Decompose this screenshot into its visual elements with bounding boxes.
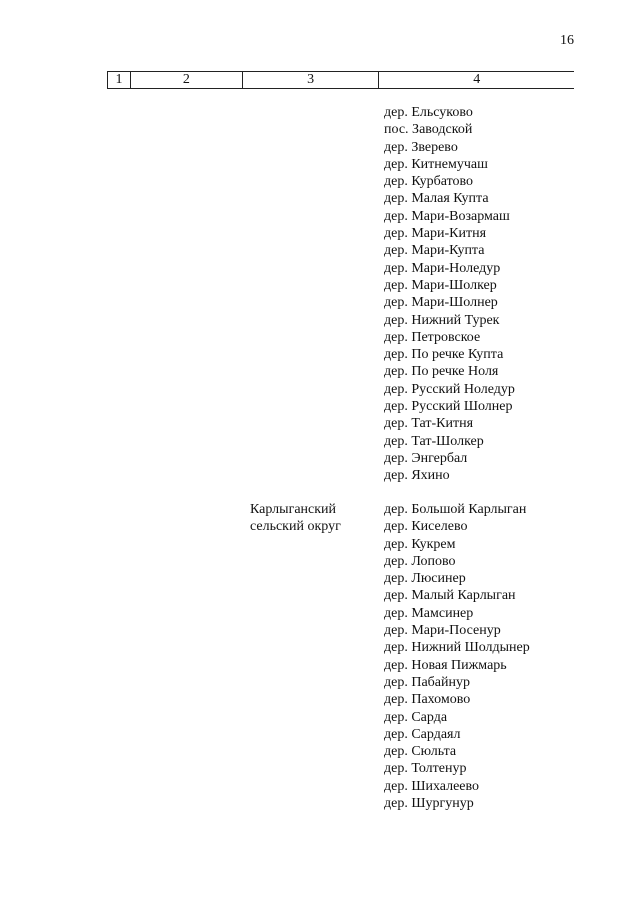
settlement-item: дер. Сарда (384, 709, 448, 725)
settlement-item: дер. Кукрем (384, 536, 456, 552)
settlement-item: дер. Люсинер (384, 571, 466, 587)
district-name-line-1: Карлыганский (250, 502, 337, 517)
settlement-item: дер. Пабайнур (384, 674, 470, 690)
settlement-item: дер. Ельсуково (384, 105, 473, 120)
settlement-item: дер. Мари-Возармаш (384, 208, 510, 224)
settlement-item: дер. Шихалеево (384, 778, 480, 794)
settlement-item: дер. Мамсинер (384, 605, 474, 621)
settlement-item: дер. Сардаял (384, 726, 461, 742)
settlement-item: дер. Энгербал (384, 450, 468, 466)
settlement-item: дер. Шургунур (384, 796, 474, 812)
settlement-item: дер. Большой Карлыган (384, 502, 527, 517)
settlement-item: дер. Мари-Шолкер (384, 277, 497, 293)
settlement-item: дер. Малый Карлыган (384, 588, 516, 604)
settlement-item: дер. Пахомово (384, 692, 471, 708)
settlement-item: дер. Сюльта (384, 744, 457, 760)
settlement-item: дер. Яхино (384, 468, 450, 484)
settlement-item: дер. Толтенур (384, 761, 467, 777)
table-header-row (107, 71, 574, 89)
settlement-item: дер. Нижний Шолдынер (384, 640, 530, 656)
header-col-2: 2 (131, 72, 243, 88)
settlement-item: дер. Мари-Шолнер (384, 295, 498, 311)
district-label (250, 501, 370, 536)
header-col-4: 4 (473, 72, 481, 87)
settlement-item: дер. Курбатово (384, 174, 474, 190)
settlement-item: дер. Тат-Шолкер (384, 433, 484, 449)
settlement-item: дер. Русский Ноледур (384, 381, 515, 397)
settlement-item: дер. Новая Пижмарь (384, 657, 507, 673)
settlement-item: дер. Петровское (384, 329, 481, 345)
settlement-item: пос. Заводской (384, 122, 473, 138)
settlement-item: дер. По речке Купта (384, 347, 504, 363)
settlement-item: дер. Малая Купта (384, 191, 489, 207)
settlement-item: дер. Лопово (384, 553, 456, 569)
settlement-item: дер. Нижний Турек (384, 312, 500, 328)
settlement-list-first (384, 104, 574, 485)
settlement-item: дер. Мари-Купта (384, 243, 485, 259)
district-name-line-2: сельский округ (250, 519, 341, 535)
settlement-item: дер. Киселево (384, 519, 468, 535)
header-col-3: 3 (243, 72, 380, 88)
settlement-item: дер. Тат-Китня (384, 416, 474, 432)
page-number: 16 (560, 33, 574, 48)
settlement-list-second (384, 501, 574, 812)
settlement-item: дер. Русский Шолнер (384, 399, 513, 415)
settlement-item: дер. Мари-Ноледур (384, 260, 501, 276)
header-col-1: 1 (108, 72, 131, 88)
settlement-item: дер. По речке Ноля (384, 364, 499, 380)
settlement-item: дер. Мари-Китня (384, 226, 487, 242)
settlement-item: дер. Зверево (384, 139, 458, 155)
settlement-item: дер. Мари-Посенур (384, 623, 501, 639)
settlement-item: дер. Китнемучаш (384, 156, 488, 172)
